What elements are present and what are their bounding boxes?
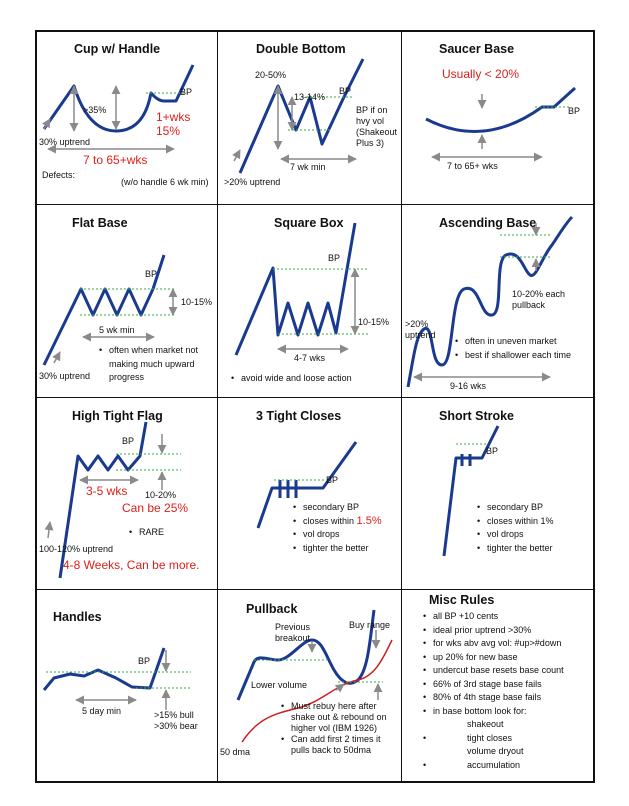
depth-label: 10-20% — [145, 490, 177, 500]
can-be-red: Can be 25% — [122, 501, 189, 515]
pullback-notes — [280, 701, 387, 756]
rule-item: • for wks abv avg vol: #up>#down — [422, 637, 564, 651]
price-line — [236, 223, 355, 355]
uptrend-label: 30% uptrend — [39, 371, 91, 381]
min-label: 5 day min — [82, 706, 122, 716]
note-item: • often in uneven market — [454, 335, 571, 349]
ascending-base-diagram — [402, 205, 594, 397]
depth-label: >35% — [83, 105, 107, 115]
buy-range-label: Buy range — [349, 620, 391, 630]
square-box-cell — [218, 205, 401, 397]
note-item: • vol drops — [292, 528, 382, 542]
note-item: • best if shallower each time — [454, 349, 571, 363]
short-stroke-cell — [402, 398, 594, 589]
range-red: 7 to 65+wks — [83, 153, 148, 167]
three-tight-closes-diagram — [218, 398, 401, 589]
short-stroke-diagram — [402, 398, 594, 589]
note-item: • RARE — [128, 526, 164, 540]
note-item: • closes within 1% — [476, 515, 554, 529]
pullback-label: 10-20% each pullback — [512, 289, 566, 310]
note-item: • Can add first 2 times it pulls back to 50dma — [280, 734, 387, 756]
cell-title: Handles — [53, 610, 102, 624]
cup-with-handle-cell — [36, 31, 217, 204]
rule-item: • ideal prior uptrend >30% — [422, 624, 564, 638]
double-bottom-cell — [218, 31, 401, 204]
note-item: • tighter the better — [476, 542, 554, 556]
note-item: • Must rebuy here after shake out & rebound on higher vol (IBM 1926) — [280, 701, 387, 734]
cell-title: Square Box — [274, 216, 344, 230]
rule-item: • 66% of 3rd stage base fails — [422, 678, 564, 692]
defect-note: (w/o handle 6 wk min) — [121, 177, 209, 187]
bp-label: BP — [339, 86, 352, 96]
short-stroke-notes — [476, 501, 554, 555]
weeks-label: 4-7 wks — [294, 353, 326, 363]
note-item: • secondary BP — [292, 501, 382, 515]
uptrend-label: 100-120% uptrend — [39, 544, 114, 554]
high-tight-flag-cell — [36, 398, 217, 589]
rare-note — [128, 526, 164, 540]
ascending-base-notes — [454, 335, 571, 362]
uptrend-arrow — [54, 352, 60, 363]
bp-label: BP — [138, 656, 151, 666]
cell-title: Pullback — [246, 602, 298, 616]
rule-item: • undercut base resets base count — [422, 664, 564, 678]
square-box-notes — [230, 372, 352, 386]
note-text: closes within — [303, 515, 357, 526]
bp-label: BP — [180, 87, 193, 97]
duration-red: 4-8 Weeks, Can be more. — [63, 558, 200, 572]
cell-title: Misc Rules — [429, 593, 495, 607]
note-item — [292, 515, 382, 529]
cell-title: Cup w/ Handle — [74, 42, 161, 56]
min-label: 7 wk min — [290, 162, 326, 172]
pct-red: 1.5% — [356, 514, 382, 527]
rule-subitem: • accumulation — [422, 759, 564, 773]
depth-label: 10-15% — [358, 317, 390, 327]
cell-title: 3 Tight Closes — [256, 409, 342, 423]
rule-subitem: • tight closes — [422, 732, 564, 746]
flat-base-notes — [98, 344, 198, 385]
cell-title: Short Stroke — [439, 409, 515, 423]
cell-title: Flat Base — [72, 216, 128, 230]
usually-red: Usually < 20% — [442, 67, 520, 81]
uptrend-arrow — [234, 150, 240, 161]
uptrend-label: >20% uptrend — [224, 177, 281, 187]
depth-label: 20-50% — [255, 70, 287, 80]
rule-item: • up 20% for new base — [422, 651, 564, 665]
weeks-red: 3-5 wks — [86, 484, 128, 498]
three-tight-notes — [292, 501, 382, 555]
rule-item: • 80% of 4th stage base fails — [422, 691, 564, 705]
three-tight-closes-cell — [218, 398, 401, 589]
cell-title: Double Bottom — [256, 42, 346, 56]
saucer-base-cell — [402, 31, 594, 204]
ascending-base-cell — [402, 205, 594, 397]
uptrend-label: 30% uptrend — [39, 137, 91, 147]
handles-cell — [36, 590, 217, 783]
mid-label: 13-14% — [294, 92, 326, 102]
note-item: • vol drops — [476, 528, 554, 542]
handles-diagram — [36, 590, 217, 783]
dma-label: 50 dma — [220, 747, 251, 757]
range-label: 7 to 65+ wks — [447, 161, 498, 171]
pullback-cell — [218, 590, 401, 783]
uptrend-arrow — [48, 522, 50, 538]
cell-title: Saucer Base — [439, 42, 515, 56]
price-line — [44, 648, 164, 690]
bp-label: BP — [326, 475, 339, 485]
flat-base-cell — [36, 205, 217, 397]
note-item: • often when market not making much upward progress — [98, 344, 198, 385]
rule-item: • in base bottom look for: — [422, 705, 564, 719]
saucer-base-diagram — [402, 31, 594, 204]
rebuy-arrow — [336, 684, 344, 690]
cell-title: Ascending Base — [439, 216, 537, 230]
bp-label: BP — [122, 436, 135, 446]
handle-duration-red: 1+wks 15% — [156, 110, 191, 138]
note-item: • avoid wide and loose action — [230, 372, 352, 386]
misc-rules-list — [422, 610, 564, 772]
bp-label: BP — [568, 106, 581, 116]
rule-subitem: shakeout — [467, 719, 504, 729]
cell-title: High Tight Flag — [72, 409, 163, 423]
uptrend-label: >20% uptrend — [405, 319, 436, 340]
price-line — [426, 88, 575, 132]
rule-subitem: volume dryout — [467, 746, 524, 756]
weeks-label: 9-16 wks — [450, 381, 487, 391]
defects-label: Defects: — [42, 170, 76, 180]
depth-label: 10-15% — [181, 297, 213, 307]
handles-notes: >15% bull >30% bear — [154, 710, 198, 731]
bp-label: BP — [145, 269, 158, 279]
note-item: • tighter the better — [292, 542, 382, 556]
lower-volume-label: Lower volume — [251, 680, 308, 690]
bp-note: BP if on hvy vol (Shakeout Plus 3) — [356, 105, 398, 148]
min-label: 5 wk min — [99, 325, 135, 335]
note-item: • secondary BP — [476, 501, 554, 515]
rule-item: • all BP +10 cents — [422, 610, 564, 624]
square-box-diagram — [218, 205, 401, 397]
previous-breakout-label: Previous breakout — [275, 622, 311, 643]
misc-rules-cell — [402, 590, 594, 783]
bp-label: BP — [328, 253, 341, 263]
bp-label: BP — [486, 446, 499, 456]
